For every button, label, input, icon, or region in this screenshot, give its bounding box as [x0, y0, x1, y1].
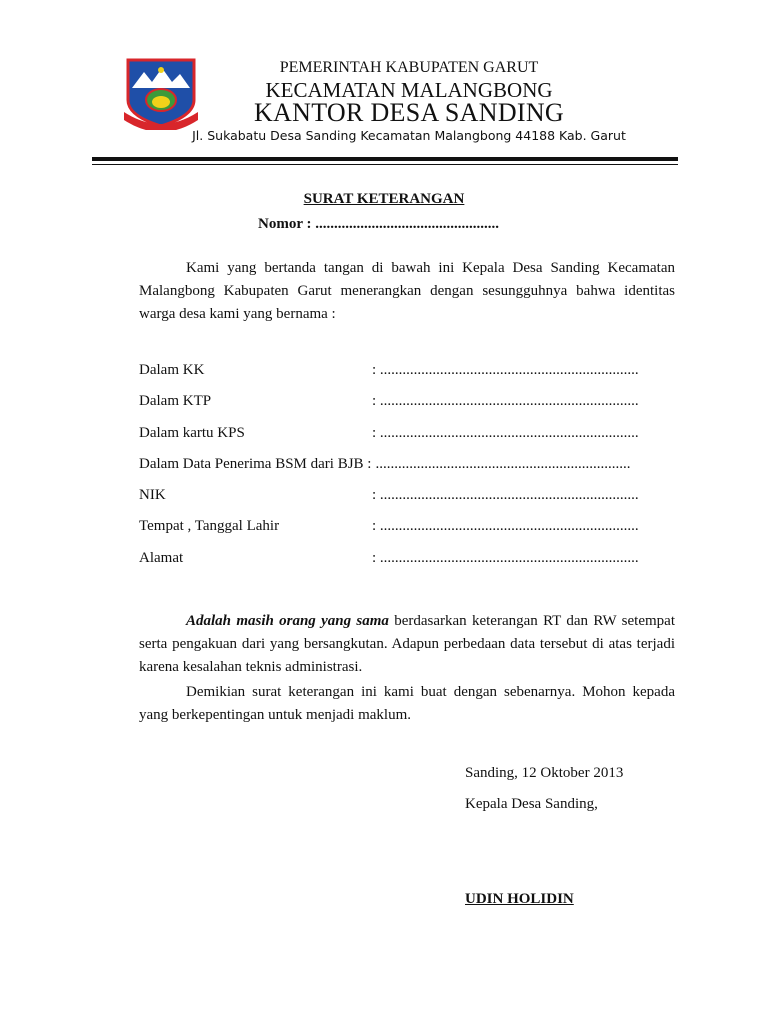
district-heading: KECAMATAN MALANGBONG — [265, 78, 553, 102]
field-row-birth — [139, 518, 679, 538]
document-title: SURAT KETERANGAN — [303, 191, 465, 207]
field-label: Dalam kartu KPS — [139, 425, 245, 441]
field-value: : ..................................................................... — [372, 487, 639, 503]
statement-emphasis: Adalah masih orang yang sama — [186, 613, 389, 629]
field-label: Alamat — [139, 550, 184, 566]
letterhead-divider-thick — [92, 157, 678, 161]
field-row-ktp — [139, 393, 679, 413]
office-address: Jl. Sukabatu Desa Sanding Kecamatan Malangbong 44188 Kab. Garut — [192, 128, 626, 143]
field-label: Tempat , Tanggal Lahir — [139, 518, 280, 534]
signature-role: Kepala Desa Sanding, — [465, 796, 598, 812]
government-heading: PEMERINTAH KABUPATEN GARUT — [279, 59, 539, 76]
field-label: NIK — [139, 487, 166, 503]
field-row-bsm — [139, 456, 679, 476]
statement-text: berdasarkan keterangan RT dan RW setempat serta pengakuan dari yang bersangkutan. Adapun perbedaan data tersebut di atas terjadi karena kesalahan teknis administrasi. — [139, 613, 675, 675]
field-value: : ..................................................................... — [372, 393, 639, 409]
field-label — [139, 456, 630, 473]
letterhead-divider-thin — [92, 164, 678, 165]
field-value: : ..................................................................... — [372, 518, 639, 534]
field-label-text: Dalam Data Penerima BSM dari BJB : — [139, 456, 372, 472]
field-value: : ..................................................................... — [372, 550, 639, 566]
signature-place-date: Sanding, 12 Oktober 2013 — [465, 765, 624, 781]
field-label: Dalam KK — [139, 362, 205, 378]
office-heading: KANTOR DESA SANDING — [253, 98, 565, 127]
document-number: Nomor : ................................................. — [258, 216, 499, 232]
field-row-kps — [139, 425, 679, 445]
signatory-name: UDIN HOLIDIN — [465, 891, 574, 907]
field-value: : ..................................................................... — [372, 362, 639, 378]
field-label: Dalam KTP — [139, 393, 212, 409]
intro-paragraph: Kami yang bertanda tangan di bawah ini Kepala Desa Sanding Kecamatan Malangbong Kabupaten Garut menerangkan dengan sesungguhnya bahwa identitas warga desa kami yang bernama : — [139, 260, 675, 322]
field-value: : ..................................................................... — [372, 425, 639, 441]
field-value: .................................................................... — [375, 456, 631, 472]
field-row-nik — [139, 487, 679, 507]
statement-paragraph — [139, 610, 675, 679]
closing-paragraph: Demikian surat keterangan ini kami buat dengan sebenarnya. Mohon kepada yang berkepentingan untuk menjadi maklum. — [139, 684, 675, 723]
field-row-address — [139, 550, 679, 570]
field-row-kk — [139, 362, 679, 382]
